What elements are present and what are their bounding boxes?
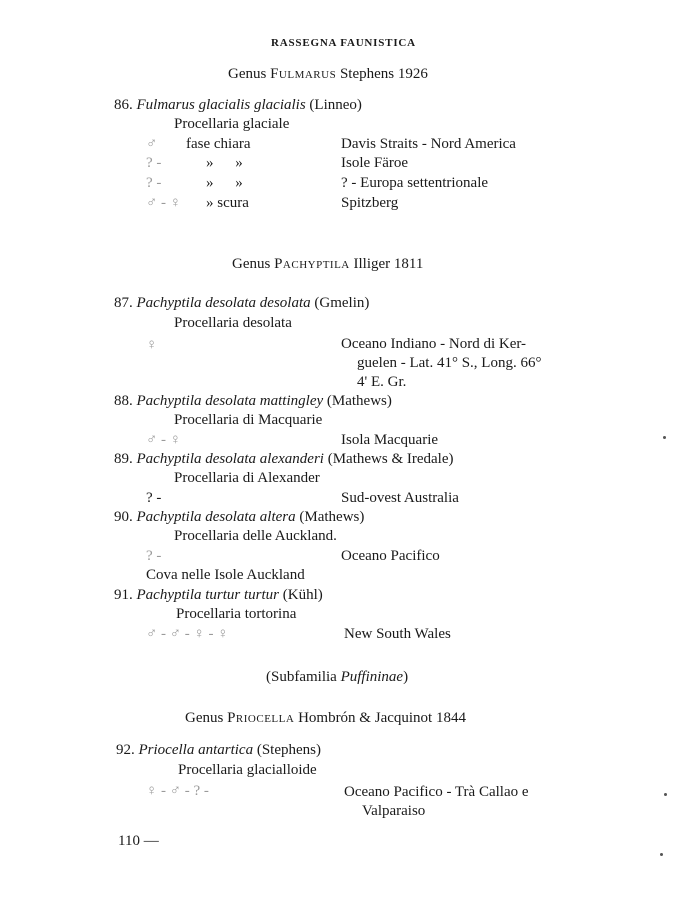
sex-symbol: ♂ [146, 136, 158, 152]
specimen-description: fase chiara [186, 136, 251, 152]
sex-symbol: ? - [146, 155, 162, 171]
genus-heading-pachyptila [232, 256, 423, 273]
specimen-description: » » [206, 175, 243, 191]
sex-symbol: ? - [146, 175, 162, 191]
subfamily-close: ) [403, 669, 409, 685]
scientific-name: Pachyptila desolata alexanderi [136, 451, 324, 467]
species-entry-89 [114, 451, 454, 468]
locality-line: 4' E. Gr. [357, 374, 407, 390]
author: (Gmelin) [314, 295, 370, 311]
author: (Kühl) [282, 587, 323, 603]
locality-line: Valparaiso [362, 803, 426, 819]
scientific-name: Priocella antartica [138, 742, 254, 758]
specimen-locality: Oceano Pacifico [341, 548, 440, 564]
author: (Mathews) [299, 509, 365, 525]
scientific-name: Fulmarus glacialis glacialis [136, 97, 306, 113]
genus-label: Genus [185, 710, 224, 726]
page-number: 110 — [118, 833, 159, 849]
genus-name: Priocella [227, 710, 295, 726]
entry-number: 92. [116, 742, 135, 758]
specimen-locality [341, 335, 541, 392]
specimen-locality: Isole Färoe [341, 155, 409, 171]
common-name: Procellaria delle Auckland. [174, 528, 337, 544]
locality-line: guelen - Lat. 41° S., Long. 66° [357, 355, 542, 371]
scientific-name: Pachyptila turtur turtur [136, 587, 279, 603]
common-name: Procellaria tortorina [176, 606, 297, 622]
entry-number: 89. [114, 451, 133, 467]
entry-number: 86. [114, 97, 133, 113]
genus-author: Hombrón & Jacquinot 1844 [298, 710, 466, 726]
breeding-note: Cova nelle Isole Auckland [146, 567, 305, 583]
species-entry-91 [114, 587, 323, 604]
sex-symbol: ♂ - ♂ - ♀ - ♀ [146, 626, 229, 642]
specimen-description: » » [206, 155, 243, 171]
entry-number: 90. [114, 509, 133, 525]
species-entry-86 [114, 97, 362, 114]
sex-symbol: ♀ [146, 337, 158, 353]
author: (Linneo) [309, 97, 362, 113]
running-header: RASSEGNA FAUNISTICA [271, 37, 416, 49]
sex-symbol: ♂ - ♀ [146, 195, 181, 211]
genus-name: Pachyptila [274, 256, 350, 272]
scan-speck [660, 853, 663, 856]
genus-heading-priocella [185, 710, 466, 727]
specimen-description: » scura [206, 195, 249, 211]
common-name: Procellaria di Macquarie [174, 412, 323, 428]
common-name: Procellaria glaciale [174, 116, 290, 132]
subfamily-heading [266, 669, 408, 686]
specimen-locality: Davis Straits - Nord America [341, 136, 516, 152]
specimen-locality: Sud-ovest Australia [341, 490, 459, 506]
species-entry-90 [114, 509, 364, 526]
common-name: Procellaria di Alexander [174, 470, 320, 486]
scientific-name: Pachyptila desolata desolata [136, 295, 311, 311]
locality-line: Oceano Pacifico - Trà Callao e [344, 784, 529, 800]
common-name: Procellaria desolata [174, 315, 292, 331]
genus-name: Fulmarus [270, 66, 337, 82]
subfamily-name: Puffininae [340, 669, 404, 685]
sex-symbol: ? - [146, 490, 162, 506]
entry-number: 87. [114, 295, 133, 311]
scientific-name: Pachyptila desolata altera [136, 509, 296, 525]
scan-speck [663, 436, 666, 439]
specimen-locality [344, 783, 529, 821]
scan-speck [664, 793, 667, 796]
genus-author: Illiger 1811 [353, 256, 424, 272]
genus-label: Genus [228, 66, 267, 82]
genus-author: Stephens 1926 [339, 66, 428, 82]
genus-label: Genus [232, 256, 271, 272]
author: (Mathews) [326, 393, 392, 409]
entry-number: 88. [114, 393, 133, 409]
entry-number: 91. [114, 587, 133, 603]
specimen-locality: ? - Europa settentrionale [341, 175, 489, 191]
author: (Stephens) [256, 742, 321, 758]
locality-line: Oceano Indiano - Nord di Ker- [341, 336, 527, 352]
species-entry-92 [116, 742, 321, 759]
subfamily-open: (Subfamilia [266, 669, 337, 685]
scientific-name: Pachyptila desolata mattingley [136, 393, 324, 409]
common-name: Procellaria glacialloide [178, 762, 317, 778]
author: (Mathews & Iredale) [327, 451, 454, 467]
specimen-locality: New South Wales [344, 626, 451, 642]
species-entry-87 [114, 295, 369, 312]
genus-heading-fulmarus [228, 66, 428, 83]
sex-symbol: ♂ - ♀ [146, 432, 181, 448]
sex-symbol: ♀ - ♂ - ? - [146, 783, 209, 799]
specimen-locality: Spitzberg [341, 195, 399, 211]
species-entry-88 [114, 393, 392, 410]
sex-symbol: ? - [146, 548, 162, 564]
specimen-locality: Isola Macquarie [341, 432, 439, 448]
